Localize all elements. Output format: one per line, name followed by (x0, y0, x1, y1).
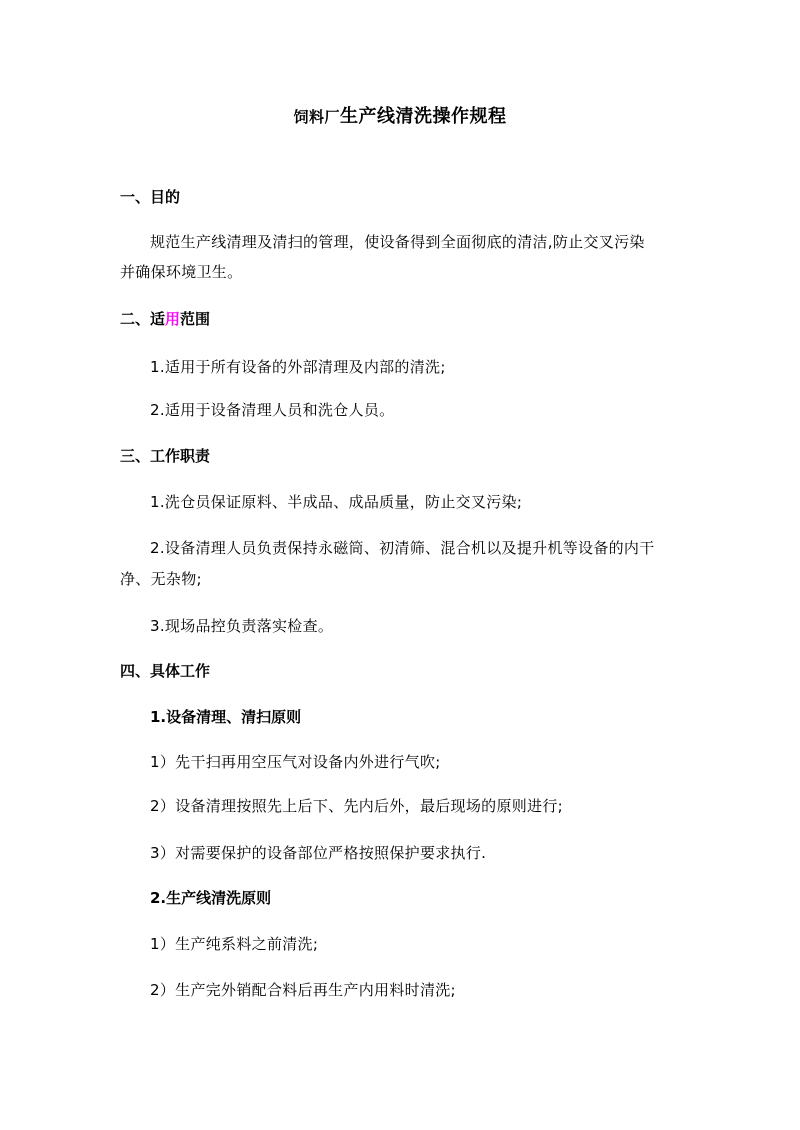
work-sub1-item-2: 2）设备清理按照先上后下、先内后外，最后现场的原则进行; (150, 797, 563, 815)
work-sub1-item-3: 3）对需要保护的设备部位严格按照保护要求执行. (150, 844, 487, 862)
work-sub1-item-1: 1）先干扫再用空压气对设备内外进行气吹; (150, 753, 441, 771)
scope-heading-part1: 二、适 (120, 310, 166, 328)
section-work-heading: 四、具体工作 (120, 662, 211, 680)
work-sub2-item-1: 1）生产纯系料之前清洗; (150, 935, 319, 953)
title-prefix: 饲料厂 (293, 108, 340, 126)
work-sub1-heading: 1.设备清理、清扫原则 (150, 708, 302, 726)
scope-item-2: 2.适用于设备清理人员和洗仓人员。 (150, 401, 395, 419)
duties-item-2-line2: 净、无杂物; (120, 570, 202, 588)
section-purpose-heading: 一、目的 (120, 188, 181, 206)
purpose-text-line1: 规范生产线清理及清扫的管理，使设备得到全面彻底的清洁,防止交叉污染 (150, 233, 645, 251)
work-sub2-item-2: 2）生产完外销配合料后再生产内用料时清洗; (150, 981, 456, 999)
scope-item-1: 1.适用于所有设备的外部清理及内部的清洗; (150, 358, 446, 376)
scope-heading-accent: 用 (165, 310, 181, 328)
work-sub2-heading: 2.生产线清洗原则 (150, 889, 272, 907)
purpose-text-line2: 并确保环境卫生。 (120, 263, 243, 281)
scope-heading-part2: 范围 (180, 310, 211, 328)
section-scope-heading (120, 312, 210, 327)
duties-item-1: 1.洗仓员保证原料、半成品、成品质量，防止交叉污染; (150, 493, 523, 511)
page-title (0, 108, 800, 126)
title-main: 生产线清洗操作规程 (340, 106, 507, 127)
duties-item-2-line1: 2.设备清理人员负责保持永磁筒、初清筛、混合机以及提升机等设备的内干 (150, 539, 655, 557)
duties-item-3: 3.现场品控负责落实检查。 (150, 617, 334, 635)
section-duties-heading: 三、工作职责 (120, 447, 211, 465)
